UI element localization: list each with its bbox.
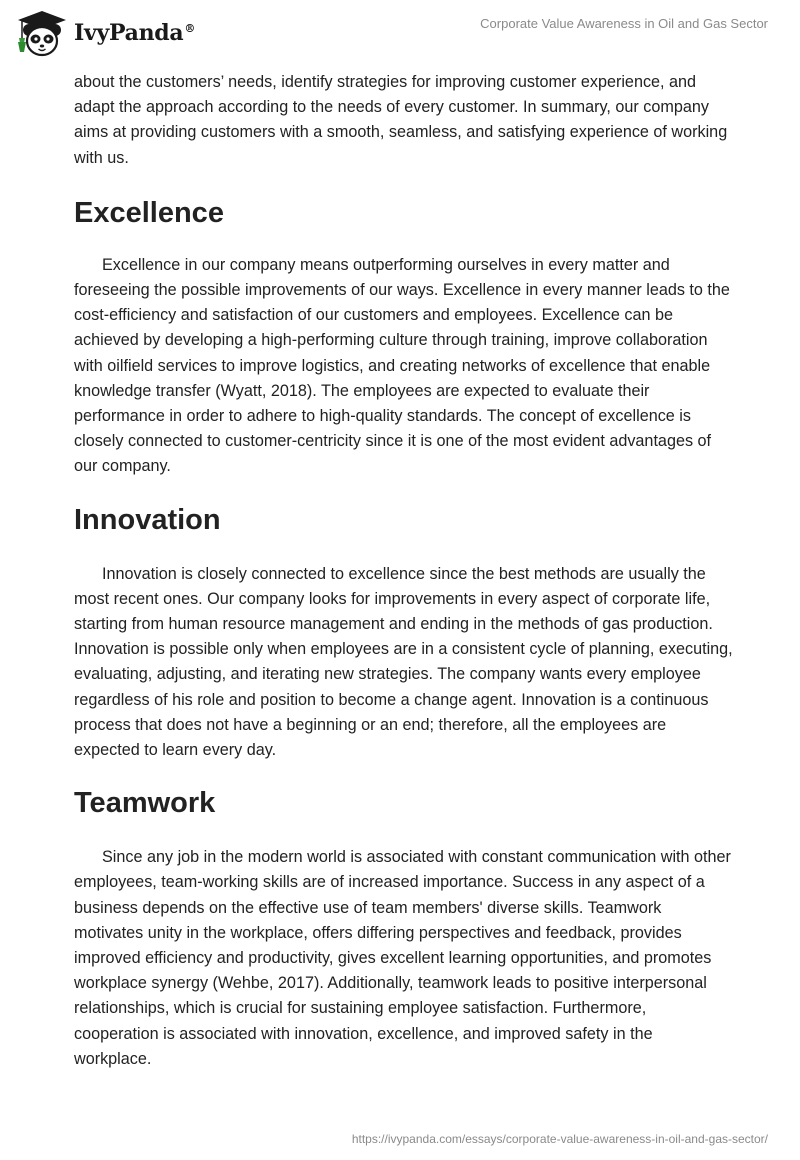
section-heading-innovation: Innovation xyxy=(74,503,221,536)
section-paragraph-teamwork: Since any job in the modern world is associated with constant communication with other employees, team-working skills are of increased importance. Success in any aspect of a business depends on the effective use of team members' diverse skills. Teamwork motivates unity in the workplace, offers differing perspectives and feedback, provides improved efficiency and productivity, gives excellent learning opportunities, and promotes workplace synergy (Wehbe, 2017). Additionally, teamwork leads to positive interpersonal relationships, which is crucial for sustaining employee satisfaction. Furthermore, cooperation is associated with innovation, excellence, and improved safety in the workplace. xyxy=(74,848,731,1068)
intro-paragraph: about the customers’ needs, identify strategies for improving customer experience, and adapt the approach according to the needs of every customer. In summary, our company aims at providing customers with a smooth, seamless, and satisfying experience of working with us. xyxy=(74,73,728,167)
section-paragraph-innovation: Innovation is closely connected to excellence since the best methods are usually the most recent ones. Our company looks for improvements in every aspect of corporate life, starting from human resource management and ending in the methods of gas production. Innovation is possible only when employees are in a consistent cycle of planning, executing, evaluating, adjusting, and iterating new strategies. The company wants every employee regardless of his role and position to become a change agent. Innovation is a continuous process that does not have a beginning or an end; therefore, all the employees are expected to learn every day. xyxy=(74,564,733,760)
document-title: Corporate Value Awareness in Oil and Gas Sector xyxy=(480,16,768,31)
panda-graduate-icon xyxy=(12,8,68,58)
page-header xyxy=(0,0,800,62)
source-url-link[interactable]: https://ivypanda.com/essays/corporate-value-awareness-in-oil-and-gas-sector/ xyxy=(351,1132,768,1146)
brand-logo[interactable] xyxy=(12,8,195,58)
section-heading-teamwork: Teamwork xyxy=(74,787,216,820)
brand-name: IvyPanda® xyxy=(74,20,196,46)
section-heading-excellence: Excellence xyxy=(74,196,224,229)
section-paragraph-excellence: Excellence in our company means outperforming ourselves in every matter and foreseeing the possible improvements of our ways. Excellence in every manner leads to the cost-efficiency and satisfaction of our customers and employees. Excellence can be achieved by developing a high-performing culture through training, improve collaboration with oilfield services to improve logistics, and creating networks of excellence that enable knowledge transfer (Wyatt, 2018). The employees are expected to evaluate their performance in order to adhere to high-quality standards. The concept of excellence is closely connected to customer-centricity since it is one of the most evident advantages of our company. xyxy=(74,255,730,476)
essay-body xyxy=(74,70,734,1072)
